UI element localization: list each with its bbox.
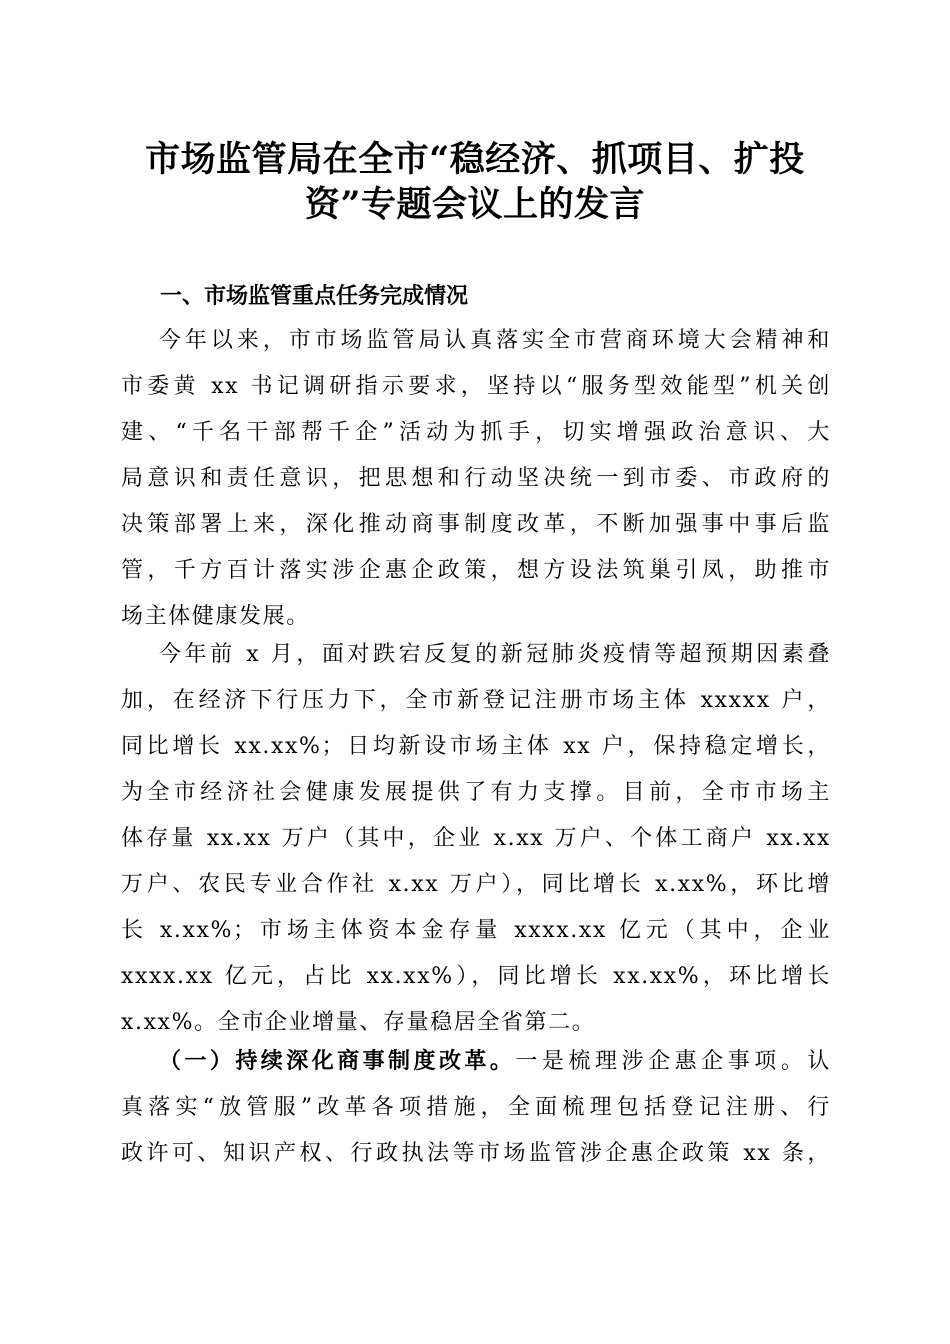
paragraph-1-line: 局意识和责任意识，把思想和行动坚决统一到市委、市政府的 bbox=[121, 466, 831, 491]
paragraph-1-line: 市委黄 xx 书记调研指示要求，坚持以“服务型效能型”机关创 bbox=[121, 374, 831, 399]
paragraph-3-line-1-text: 一是梳理涉企惠企事项。认 bbox=[515, 1049, 831, 1074]
paragraph-2-line: xxxx.xx 亿元，占比 xx.xx%），同比增长 xx.xx%，环比增长 bbox=[121, 964, 831, 989]
paragraph-3-sub-heading: （一）持续深化商事制度改革。 bbox=[159, 1049, 516, 1074]
paragraph-3-line bbox=[121, 1039, 831, 1085]
paragraph-2-line: 同比增长 xx.xx%；日均新设市场主体 xx 户，保持稳定增长， bbox=[121, 734, 831, 759]
paragraph-1-line: 管，千方百计落实涉企惠企政策，想方设法筑巢引凤，助推市 bbox=[121, 558, 831, 583]
paragraph-3-line: 真落实“放管服”改革各项措施，全面梳理包括登记注册、行 bbox=[121, 1095, 831, 1120]
section-heading: 一、市场监管重点任务完成情况 bbox=[160, 284, 469, 309]
paragraph-1-line: 场主体健康发展。 bbox=[121, 604, 310, 629]
title-line-1: 市场监管局在全市“稳经济、抓项目、扩投 bbox=[145, 139, 805, 180]
paragraph-1-line: 今年以来，市市场监管局认真落实全市营商环境大会精神和 bbox=[159, 328, 831, 353]
document-title bbox=[100, 137, 850, 227]
paragraph-1-line: 建、“千名干部帮千企”活动为抓手，切实增强政治意识、大 bbox=[121, 420, 831, 445]
paragraph-1-line: 决策部署上来，深化推动商事制度改革，不断加强事中事后监 bbox=[121, 512, 831, 537]
title-line-2: 资”专题会议上的发言 bbox=[304, 184, 646, 225]
paragraph-2 bbox=[121, 632, 831, 1046]
paragraph-2-line: 万户、农民专业合作社 x.xx 万户），同比增长 x.xx%，环比增 bbox=[121, 872, 831, 897]
paragraph-2-line: x.xx%。全市企业增量、存量稳居全省第二。 bbox=[121, 1010, 596, 1035]
paragraph-2-line: 加，在经济下行压力下，全市新登记注册市场主体 xxxxx 户， bbox=[121, 688, 831, 713]
paragraph-2-line: 为全市经济社会健康发展提供了有力支撑。目前，全市市场主 bbox=[121, 780, 831, 805]
paragraph-2-line: 体存量 xx.xx 万户（其中，企业 x.xx 万户、个体工商户 xx.xx bbox=[121, 826, 831, 851]
paragraph-3 bbox=[121, 1039, 831, 1177]
paragraph-3-line: 政许可、知识产权、行政执法等市场监管涉企惠企政策 xx 条， bbox=[121, 1141, 831, 1166]
paragraph-2-line: 今年前 x 月，面对跌宕反复的新冠肺炎疫情等超预期因素叠 bbox=[159, 642, 831, 667]
paragraph-2-line: 长 x.xx%；市场主体资本金存量 xxxx.xx 亿元（其中，企业 bbox=[121, 918, 831, 943]
paragraph-1 bbox=[121, 318, 831, 640]
